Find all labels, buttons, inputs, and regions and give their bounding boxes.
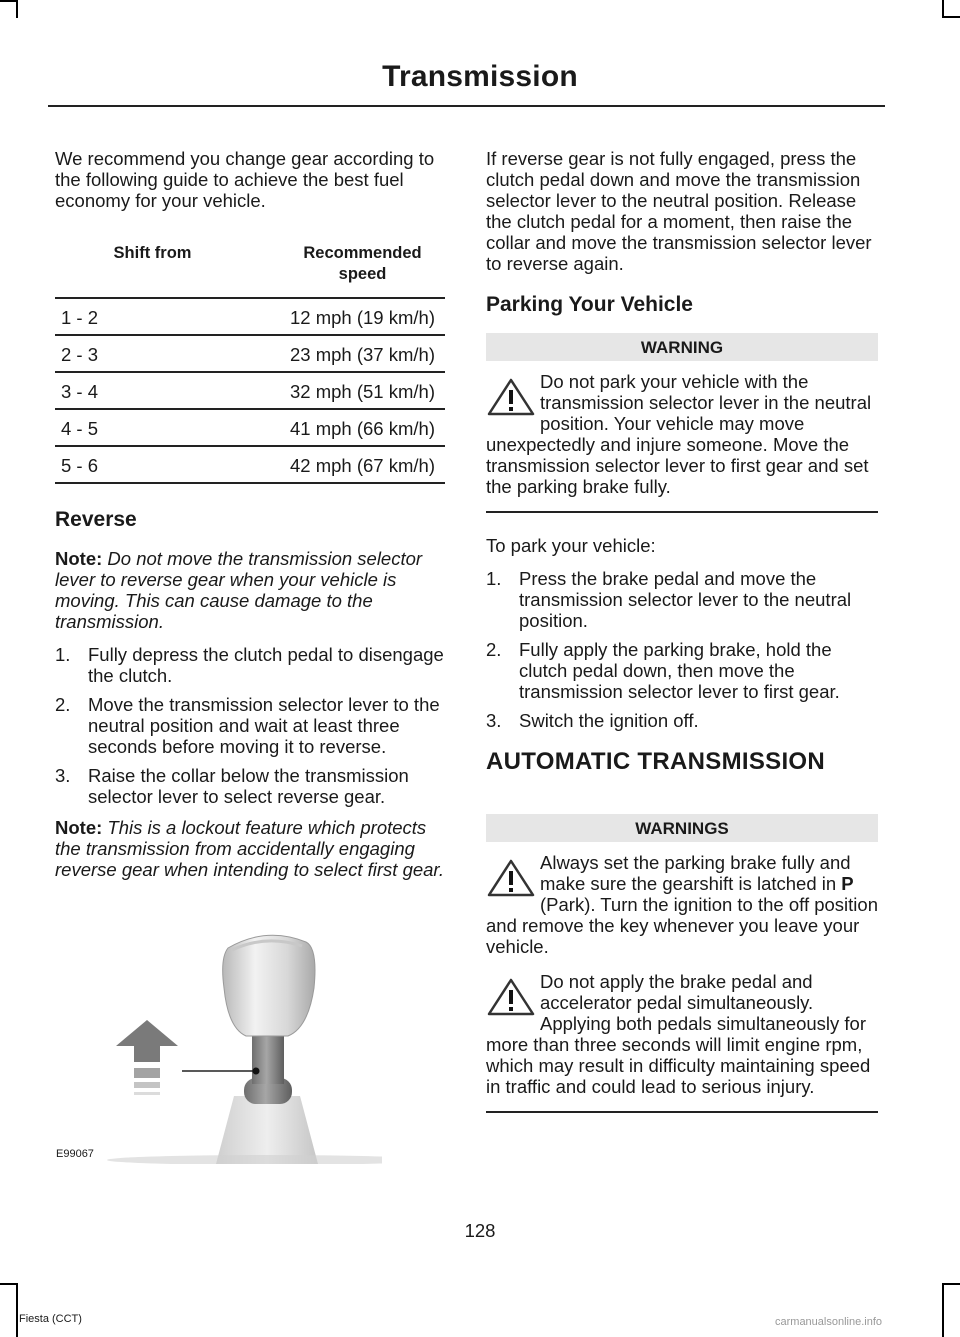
warning-text: Do not park your vehicle with the transmission selector lever in the neutral position. Your vehicle may move unexpectedly and injure someone. Move the transmission selector lever to first gear and set the parking brake fully. [486,371,872,497]
footer-watermark: carmanualsonline.info [775,1316,883,1328]
reverse-steps [55,644,447,807]
parking-heading: Parking Your Vehicle [486,293,693,316]
table-row [55,298,445,335]
step-number: 1. [486,568,502,589]
warning-text: Always set the parking brake fully and make sure the gearshift is latched in [540,852,851,894]
park-steps [486,568,878,731]
note-text: Do not move the transmission selector lever to reverse gear when your vehicle is moving. This can cause damage to the transmission. [55,548,423,632]
list-item [486,710,878,731]
speed-cell: 42 mph (67 km/h) [250,446,445,483]
crop-mark [16,1283,18,1337]
table-header-speed-text: Recommended speed [303,244,422,283]
speed-cell: 41 mph (66 km/h) [250,409,445,446]
note-text: This is a lockout feature which protects the transmission from accidentally engaging reverse gear when intending to select first gear. [55,817,445,880]
warnings-header: WARNINGS [486,814,878,842]
warning-triangle-icon [486,858,536,898]
step-number: 3. [486,710,502,731]
reverse-heading: Reverse [55,508,137,531]
left-column [55,148,447,892]
note-lockout [55,817,447,880]
warning-body [486,971,878,1097]
automatic-warnings [486,814,878,1113]
table-header-speed [250,231,445,298]
page-title: Transmission [382,60,578,93]
table-row [55,335,445,372]
warning-header: WARNING [486,333,878,361]
warning-divider [486,1111,878,1113]
step-text: Raise the collar below the transmission selector lever to select reverse gear. [88,765,409,807]
step-number: 1. [55,644,71,665]
speed-cell: 32 mph (51 km/h) [250,372,445,409]
warning-text: Do not apply the brake pedal and accelerator pedal simultaneously. Applying both pedals simultaneously for more than three seconds will limit engine rpm, which may result in difficulty maintaining speed in traffic and could lead to serious injury. [486,971,871,1097]
crop-mark [0,1283,18,1285]
warning-body [486,852,878,957]
figure-code: E99067 [56,1148,94,1160]
gear-lever-illustration [56,928,382,1164]
list-item [486,568,878,631]
shift-cell: 4 - 5 [55,409,250,446]
table-header-shift: Shift from [113,244,192,262]
list-item [55,765,447,807]
right-column [486,148,878,1133]
table-row [55,409,445,446]
intro-paragraph: We recommend you change gear according to the following guide to achieve the best fuel economy for your vehicle. [55,148,435,211]
warning-triangle-icon [486,977,536,1017]
note-label: Note: [55,817,103,838]
shift-cell: 3 - 4 [55,372,250,409]
speed-cell: 12 mph (19 km/h) [250,298,445,335]
speed-cell: 23 mph (37 km/h) [250,335,445,372]
warning-triangle-icon [486,377,536,417]
step-number: 2. [486,639,502,660]
note-reverse [55,548,447,632]
step-number: 3. [55,765,71,786]
warning-text: (Park). Turn the ignition to the off position and remove the key whenever you leave your vehicle. [486,894,878,957]
reverse-not-engaged-paragraph: If reverse gear is not fully engaged, press the clutch pedal down and move the transmission selector lever to the neutral position. Release the clutch pedal for a moment, then raise the collar and move the transmission selector lever to reverse again. [486,148,872,274]
shift-cell: 2 - 3 [55,335,250,372]
page-number: 128 [464,1220,496,1241]
shift-speed-table [55,231,445,484]
list-item [55,644,447,686]
step-text: Switch the ignition off. [519,710,699,731]
footer-model: Fiesta (CCT) [19,1313,82,1325]
step-text: Move the transmission selector lever to the neutral position and wait at least three seconds before moving it to reverse. [88,694,440,757]
crop-mark [942,1283,944,1337]
step-text: Fully apply the parking brake, hold the clutch pedal down, then move the transmission selector lever to first gear. [519,639,840,702]
warning-body [486,371,878,497]
crop-mark [942,16,960,18]
step-number: 2. [55,694,71,715]
warning-divider [486,511,878,513]
automatic-transmission-heading: AUTOMATIC TRANSMISSION [486,748,826,775]
park-letter: P [841,873,854,894]
crop-mark [16,0,18,18]
title-divider [48,105,885,107]
step-text: Press the brake pedal and move the transmission selector lever to the neutral position. [519,568,852,631]
gear-lever-figure [56,928,382,1164]
parking-warning [486,333,878,513]
list-item [55,694,447,757]
list-item [486,639,878,702]
shift-cell: 5 - 6 [55,446,250,483]
note-label: Note: [55,548,103,569]
crop-mark [942,1283,960,1285]
step-text: Fully depress the clutch pedal to disengage the clutch. [88,644,444,686]
table-row [55,446,445,483]
park-intro: To park your vehicle: [486,535,656,556]
table-row [55,372,445,409]
shift-cell: 1 - 2 [55,298,250,335]
